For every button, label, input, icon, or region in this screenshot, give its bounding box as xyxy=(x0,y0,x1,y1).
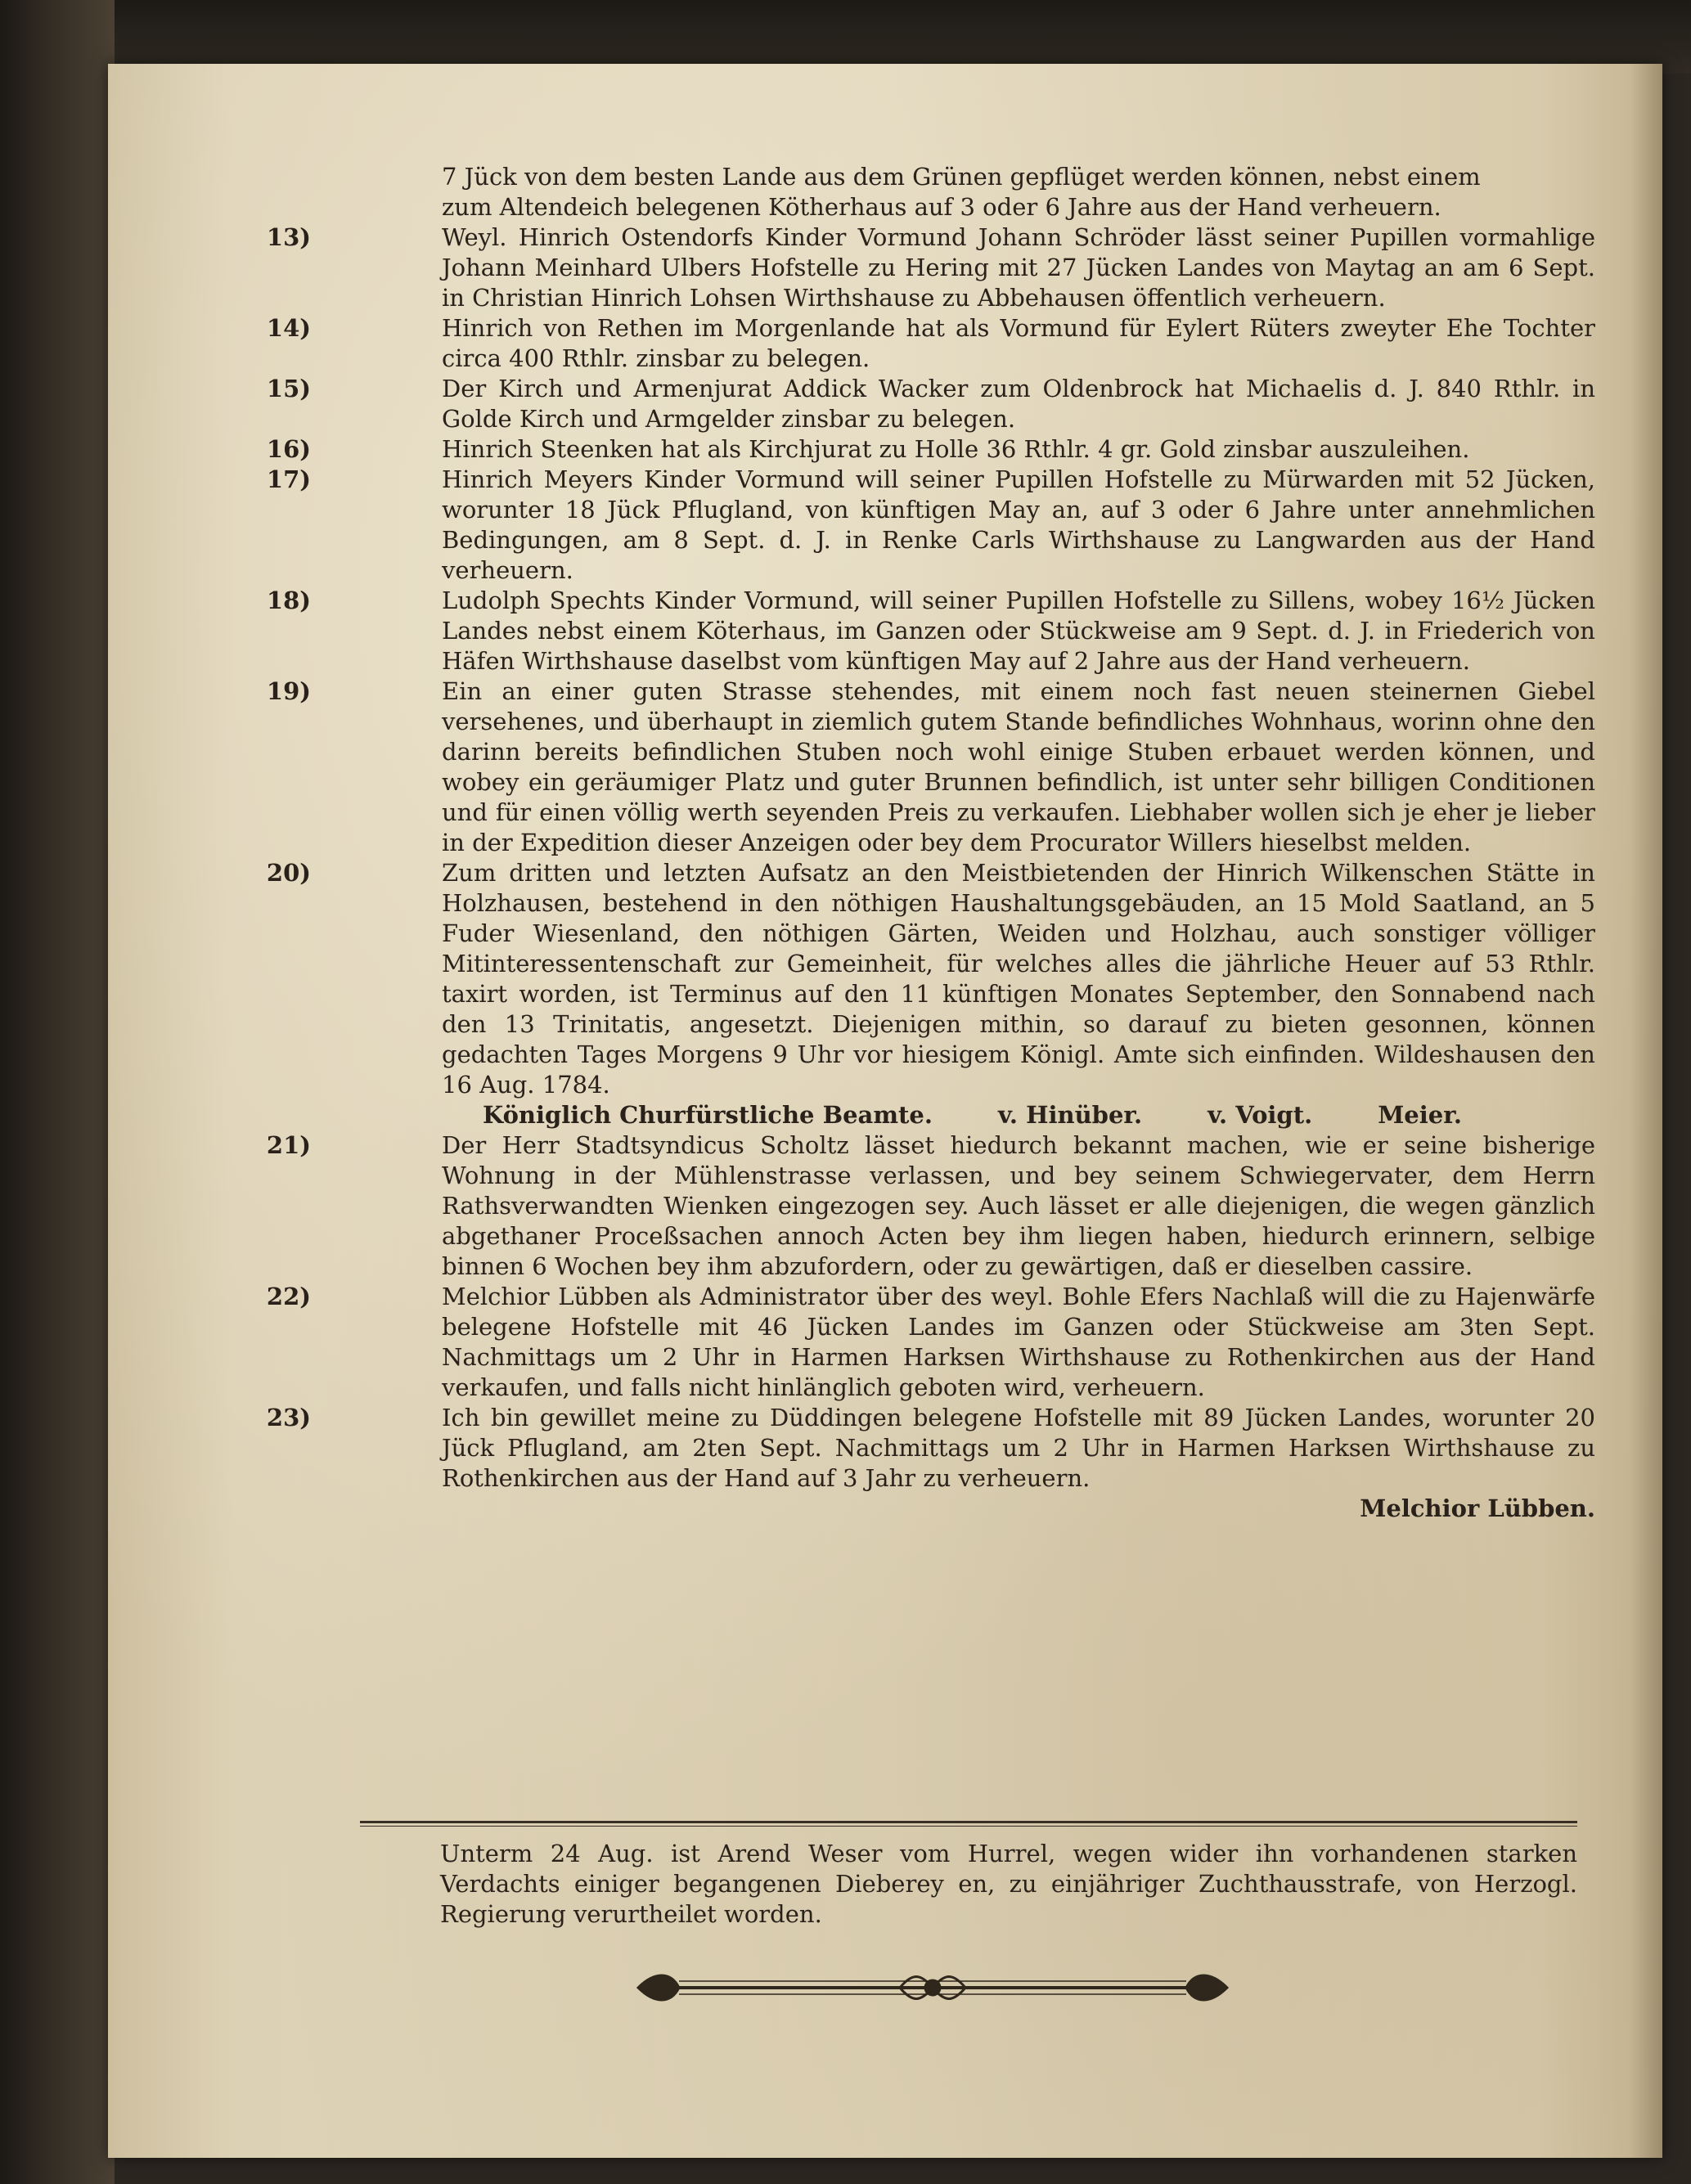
entry-text: Ludolph Spechts Kinder Vormund, will seiner Pupillen Hofstelle zu Sillens, wobey 16½ Jücken Landes nebst einem Köterhaus, im Ganzen oder Stückweise am 9 Sept. d. J. in Friederich von Häfen Wirthshause daselbst vom künftigen May auf 2 Jahre aus der Hand verheuern. xyxy=(442,586,1595,675)
page-edge-shadow xyxy=(1630,64,1662,2158)
entry-number: 18) xyxy=(266,586,311,614)
entry-number: 23) xyxy=(266,1404,311,1431)
entry-text: Ich bin gewillet meine zu Düddingen belegene Hofstelle mit 89 Jücken Landes, worunter 20 Jück Pflugland, am 2ten Sept. Nachmittags um 2 Uhr in Harmen Harksen Wirthshause zu Rothenkirchen aus der Hand auf 3 Jahr zu verheuern. xyxy=(442,1404,1595,1492)
section-divider xyxy=(360,1821,1577,1827)
entry-16 xyxy=(266,434,1595,465)
intro-line: zum Altendeich belegenen Kötherhaus auf 3 oder 6 Jahre aus der Hand verheuern. xyxy=(442,193,1441,221)
entry-number: 17) xyxy=(266,465,311,493)
entry-17 xyxy=(266,465,1595,586)
entry-14 xyxy=(266,313,1595,374)
intro-line: 7 Jück von dem besten Lande aus dem Grünen gepflüget werden können, nebst einem xyxy=(442,163,1481,191)
entry-text: Weyl. Hinrich Ostendorfs Kinder Vormund Johann Schröder lässt seiner Pupillen vormahlige Johann Meinhard Ulbers Hofstelle zu Hering mit 27 Jücken Landes von Maytag an am 6 Sept. in Christian Hinrich Lohsen Wirthshause zu Abbehausen öffentlich verheuern. xyxy=(442,223,1595,312)
entry-number: 21) xyxy=(266,1131,311,1159)
signature-name: v. Hinüber. xyxy=(997,1101,1143,1129)
signature-name: v. Voigt. xyxy=(1208,1101,1313,1129)
scan-background-top xyxy=(0,0,1691,74)
entry-23 xyxy=(266,1403,1595,1494)
entry-number: 15) xyxy=(266,375,311,402)
entry-22 xyxy=(266,1282,1595,1403)
entry-text: Hinrich Steenken hat als Kirchjurat zu Holle 36 Rthlr. 4 gr. Gold zinsbar auszuleihen. xyxy=(442,435,1470,463)
entry-18 xyxy=(266,586,1595,676)
entry-text: Der Herr Stadtsyndicus Scholtz lässet hiedurch bekannt machen, wie er seine bisherige Wohnung in der Mühlenstrasse verlassen, und bey seinem Schwiegervater, dem Herrn Rathsverwandten Wienken eingezogen sey. Auch lässet er alle diejenigen, die wegen gänzlich abgethaner Proceßsachen annoch Acten bey ihm liegen haben, hiedurch erinnern, selbige binnen 6 Wochen bey ihm abzufordern, oder zu gewärtigen, daß er dieselben cassire. xyxy=(442,1131,1595,1280)
entry-text: Ein an einer guten Strasse stehendes, mit einem noch fast neuen steinernen Giebel versehenes, und überhaupt in ziemlich gutem Stande befindliches Wohnhaus, worinn ohne den darinn bereits befindlichen Stuben noch wohl einige Stuben erbauet werden können, und wobey ein geräumiger Platz und guter Brunnen befindlich, ist unter sehr billigen Conditionen und für einen völlig werth seyenden Preis zu verkaufen. Liebhaber wollen sich je eher je lieber in der Expedition dieser Anzeigen oder bey dem Procurator Willers hieselbst melden. xyxy=(442,677,1595,856)
entry-text: Melchior Lübben als Administrator über des weyl. Bohle Efers Nachlaß will die zu Hajenwärfe belegene Hofstelle mit 46 Jücken Landes im Ganzen oder Stückweise am 3ten Sept. Nachmittags um 2 Uhr in Harmen Harksen Wirthshause zu Rothenkirchen aus der Hand verkaufen, und falls nicht hinlänglich geboten wird, verheuern. xyxy=(442,1283,1595,1401)
entry-text: Hinrich Meyers Kinder Vormund will seiner Pupillen Hofstelle zu Mürwarden mit 52 Jücken, worunter 18 Jück Pflugland, von künftigen May an, auf 3 oder 6 Jahre unter annehmlichen Bedingungen, am 8 Sept. d. J. in Renke Carls Wirthshause zu Langwarden aus der Hand verheuern. xyxy=(442,465,1595,584)
entry-20 xyxy=(266,858,1595,1100)
announcement-list xyxy=(266,162,1595,1524)
signature-office: Königlich Churfürstliche Beamte. xyxy=(483,1101,933,1129)
entry-text: Hinrich von Rethen im Morgenlande hat als Vormund für Eylert Rüters zweyter Ehe Tochter circa 400 Rthlr. zinsbar zu belegen. xyxy=(442,314,1595,372)
entry-number: 16) xyxy=(266,435,311,463)
entry-number: 22) xyxy=(266,1283,311,1310)
entry-19 xyxy=(266,676,1595,858)
entry-text: Der Kirch und Armenjurat Addick Wacker zum Oldenbrock hat Michaelis d. J. 840 Rthlr. in Golde Kirch und Armgelder zinsbar zu belegen. xyxy=(442,375,1595,433)
decorative-ornament xyxy=(622,1963,1244,2012)
entry-number: 19) xyxy=(266,677,311,705)
entry-text: Zum dritten und letzten Aufsatz an den Meistbietenden der Hinrich Wilkenschen Stätte in Holzhausen, bestehend in den nöthigen Haushaltungsgebäuden, an 15 Mold Saatland, an 5 Fuder Wiesenland, den nöthigen Gärten, Weiden und Holzhau, auch sonstiger völliger Mitinteressentenschaft zur Gemeinheit, für welches alles die jährliche Heuer auf 53 Rthlr. taxirt worden, ist Terminus auf den 11 künftigen Monates September, den Sonnabend nach den 13 Trinitatis, angesetzt. Diejenigen mithin, so darauf zu bieten gesonnen, können gedachten Tages Morgens 9 Uhr vor hiesigem Königl. Amte sich einfinden. Wildeshausen den 16 Aug. 1784. xyxy=(442,859,1595,1099)
scan-background-binding xyxy=(0,0,115,2184)
court-notice: Unterm 24 Aug. ist Arend Weser vom Hurrel, wegen wider ihn vorhandenen starken Verdachts einiger begangenen Dieberey en, zu einjähriger Zuchthausstrafe, von Herzogl. Regierung verurtheilet worden. xyxy=(440,1840,1577,1928)
entry-23-signature: Melchior Lübben. xyxy=(1360,1494,1595,1522)
entry-15 xyxy=(266,374,1595,434)
entry-20-signatures xyxy=(319,1100,1595,1130)
entry-number: 20) xyxy=(266,859,311,887)
entry-number: 13) xyxy=(266,223,311,251)
entry-13 xyxy=(266,222,1595,313)
entry-number: 14) xyxy=(266,314,311,342)
entry-21 xyxy=(266,1130,1595,1282)
signature-name: Meier. xyxy=(1378,1101,1462,1129)
